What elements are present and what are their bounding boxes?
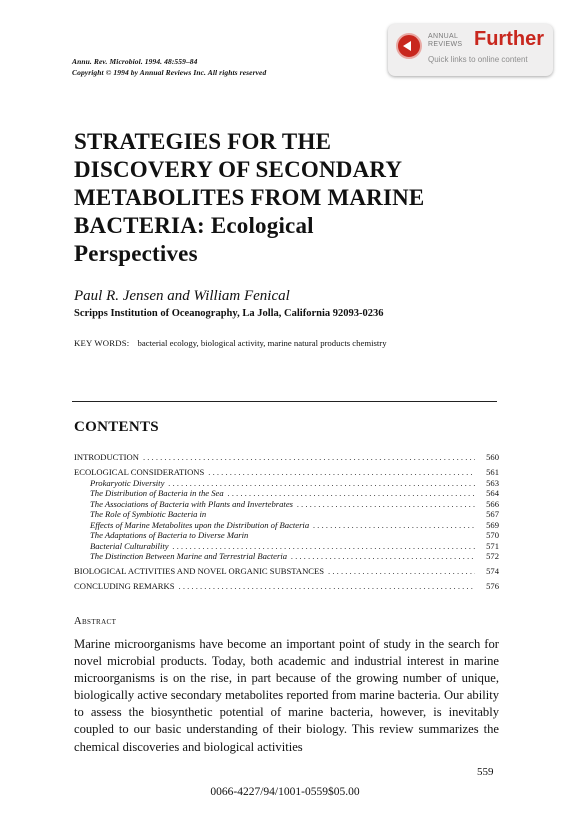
copyright-line: Copyright © 1994 by Annual Reviews Inc. All rights reserved [72, 68, 267, 77]
article-title [74, 128, 474, 268]
toc-leader-dots [309, 520, 475, 530]
toc-entry-label: The Distribution of Bacteria in the Sea [90, 488, 224, 498]
toc-entry-label: CONCLUDING REMARKS [74, 581, 175, 591]
toc-entry-label: Bacterial Culturability [90, 540, 169, 551]
toc-entry-label: The Associations of Bacteria with Plants and Invertebrates [90, 498, 293, 509]
toc-entry-label: Effects of Marine Metabolites upon the Distribution of Bacteria [90, 519, 310, 530]
toc-leader-dots [169, 541, 475, 551]
table-of-contents [74, 450, 499, 591]
toc-leader-dots [204, 467, 475, 477]
toc-subentry[interactable] [74, 509, 499, 520]
toc-subentry[interactable] [74, 530, 499, 541]
toc-entry[interactable] [74, 465, 499, 477]
toc-entry-page: 566 [486, 498, 499, 509]
journal-line: Annu. Rev. Microbiol. 1994. 48:559–84 [72, 57, 198, 66]
title-line: DISCOVERY OF SECONDARY [74, 157, 403, 182]
toc-leader-dots [139, 452, 475, 462]
journal-citation [72, 56, 266, 78]
toc-leader-dots [287, 551, 475, 561]
toc-entry-label: The Role of Symbiotic Bacteria in [90, 509, 207, 519]
title-line: METABOLITES FROM MARINE [74, 185, 425, 210]
page-number: 559 [477, 766, 494, 778]
toc-entry-label: The Distinction Between Marine and Terrestrial Bacteria [90, 551, 288, 561]
toc-entry-page: 569 [486, 519, 499, 530]
toc-entry-page: 564 [486, 488, 499, 498]
toc-subentry[interactable] [74, 540, 499, 551]
toc-entry-page: 567 [486, 509, 499, 519]
toc-subentry[interactable] [74, 551, 499, 562]
toc-entry-page: 560 [486, 452, 499, 462]
abstract-heading [74, 616, 116, 627]
toc-entry-page: 576 [486, 581, 499, 591]
toc-subentry[interactable] [74, 488, 499, 499]
keywords-label: KEY WORDS: [74, 338, 130, 348]
toc-entry-page: 572 [486, 551, 499, 561]
title-line: BACTERIA: Ecological [74, 213, 314, 238]
toc-entry-label: INTRODUCTION [74, 452, 139, 462]
annual-reviews-logo-icon [396, 33, 422, 59]
toc-entry-page: 571 [486, 540, 499, 551]
contents-heading: CONTENTS [74, 419, 159, 435]
further-label: Further [474, 28, 544, 50]
section-divider [72, 401, 497, 402]
toc-entry-label: ECOLOGICAL CONSIDERATIONS [74, 467, 205, 477]
banner-tagline: Quick links to online content [428, 55, 528, 64]
toc-entry-page: 563 [486, 477, 499, 488]
abstract-heading-text: Abstract [74, 616, 117, 627]
toc-subentry[interactable] [74, 498, 499, 509]
title-line: Perspectives [74, 241, 198, 266]
toc-subentry[interactable] [74, 477, 499, 488]
toc-entry-page: 570 [486, 530, 499, 540]
toc-entry-label: Prokaryotic Diversity [90, 477, 165, 488]
toc-leader-dots [175, 581, 475, 591]
banner-brand [428, 33, 462, 49]
toc-entry[interactable] [74, 564, 499, 576]
keywords-line [74, 338, 387, 348]
toc-leader-dots [164, 478, 475, 488]
toc-leader-dots [324, 566, 475, 576]
article-authors: Paul R. Jensen and William Fenical [74, 288, 290, 304]
toc-entry-page: 574 [486, 566, 499, 576]
title-line: STRATEGIES FOR THE [74, 129, 332, 154]
keywords-list: bacterial ecology, biological activity, marine natural products chemistry [137, 338, 387, 348]
brand-line-annual: ANNUAL [428, 33, 459, 40]
toc-leader-dots [224, 488, 475, 498]
toc-entry-label: The Adaptations of Bacteria to Diverse Marin [90, 530, 249, 540]
author-affiliation: Scripps Institution of Oceanography, La Jolla, California 92093-0236 [74, 308, 384, 319]
toc-entry[interactable] [74, 579, 499, 591]
toc-entry-label: BIOLOGICAL ACTIVITIES AND NOVEL ORGANIC SUBSTANCES [74, 566, 325, 576]
further-links-banner[interactable] [388, 24, 553, 76]
article-code: 0066-4227/94/1001-0559$05.00 [210, 786, 360, 798]
toc-entry-page: 561 [486, 467, 499, 477]
toc-entry[interactable] [74, 450, 499, 462]
abstract-text: Marine microorganisms have become an important point of study in the search for novel microbial products. Today, both academic and industrial interest in marine microorganisms is on the rise, in part because of the growing number of unique, biologically active secondary metabolites reported from marine bacteria. Our ability to assess the biosynthetic potential of marine bacteria, however, is inevitably coupled to our basic understanding of their biology. This review summarizes the chemical discoveries and biological activities [74, 637, 499, 754]
toc-leader-dots [293, 499, 475, 509]
toc-subentry[interactable] [74, 519, 499, 530]
brand-line-reviews: REVIEWS [428, 41, 463, 48]
